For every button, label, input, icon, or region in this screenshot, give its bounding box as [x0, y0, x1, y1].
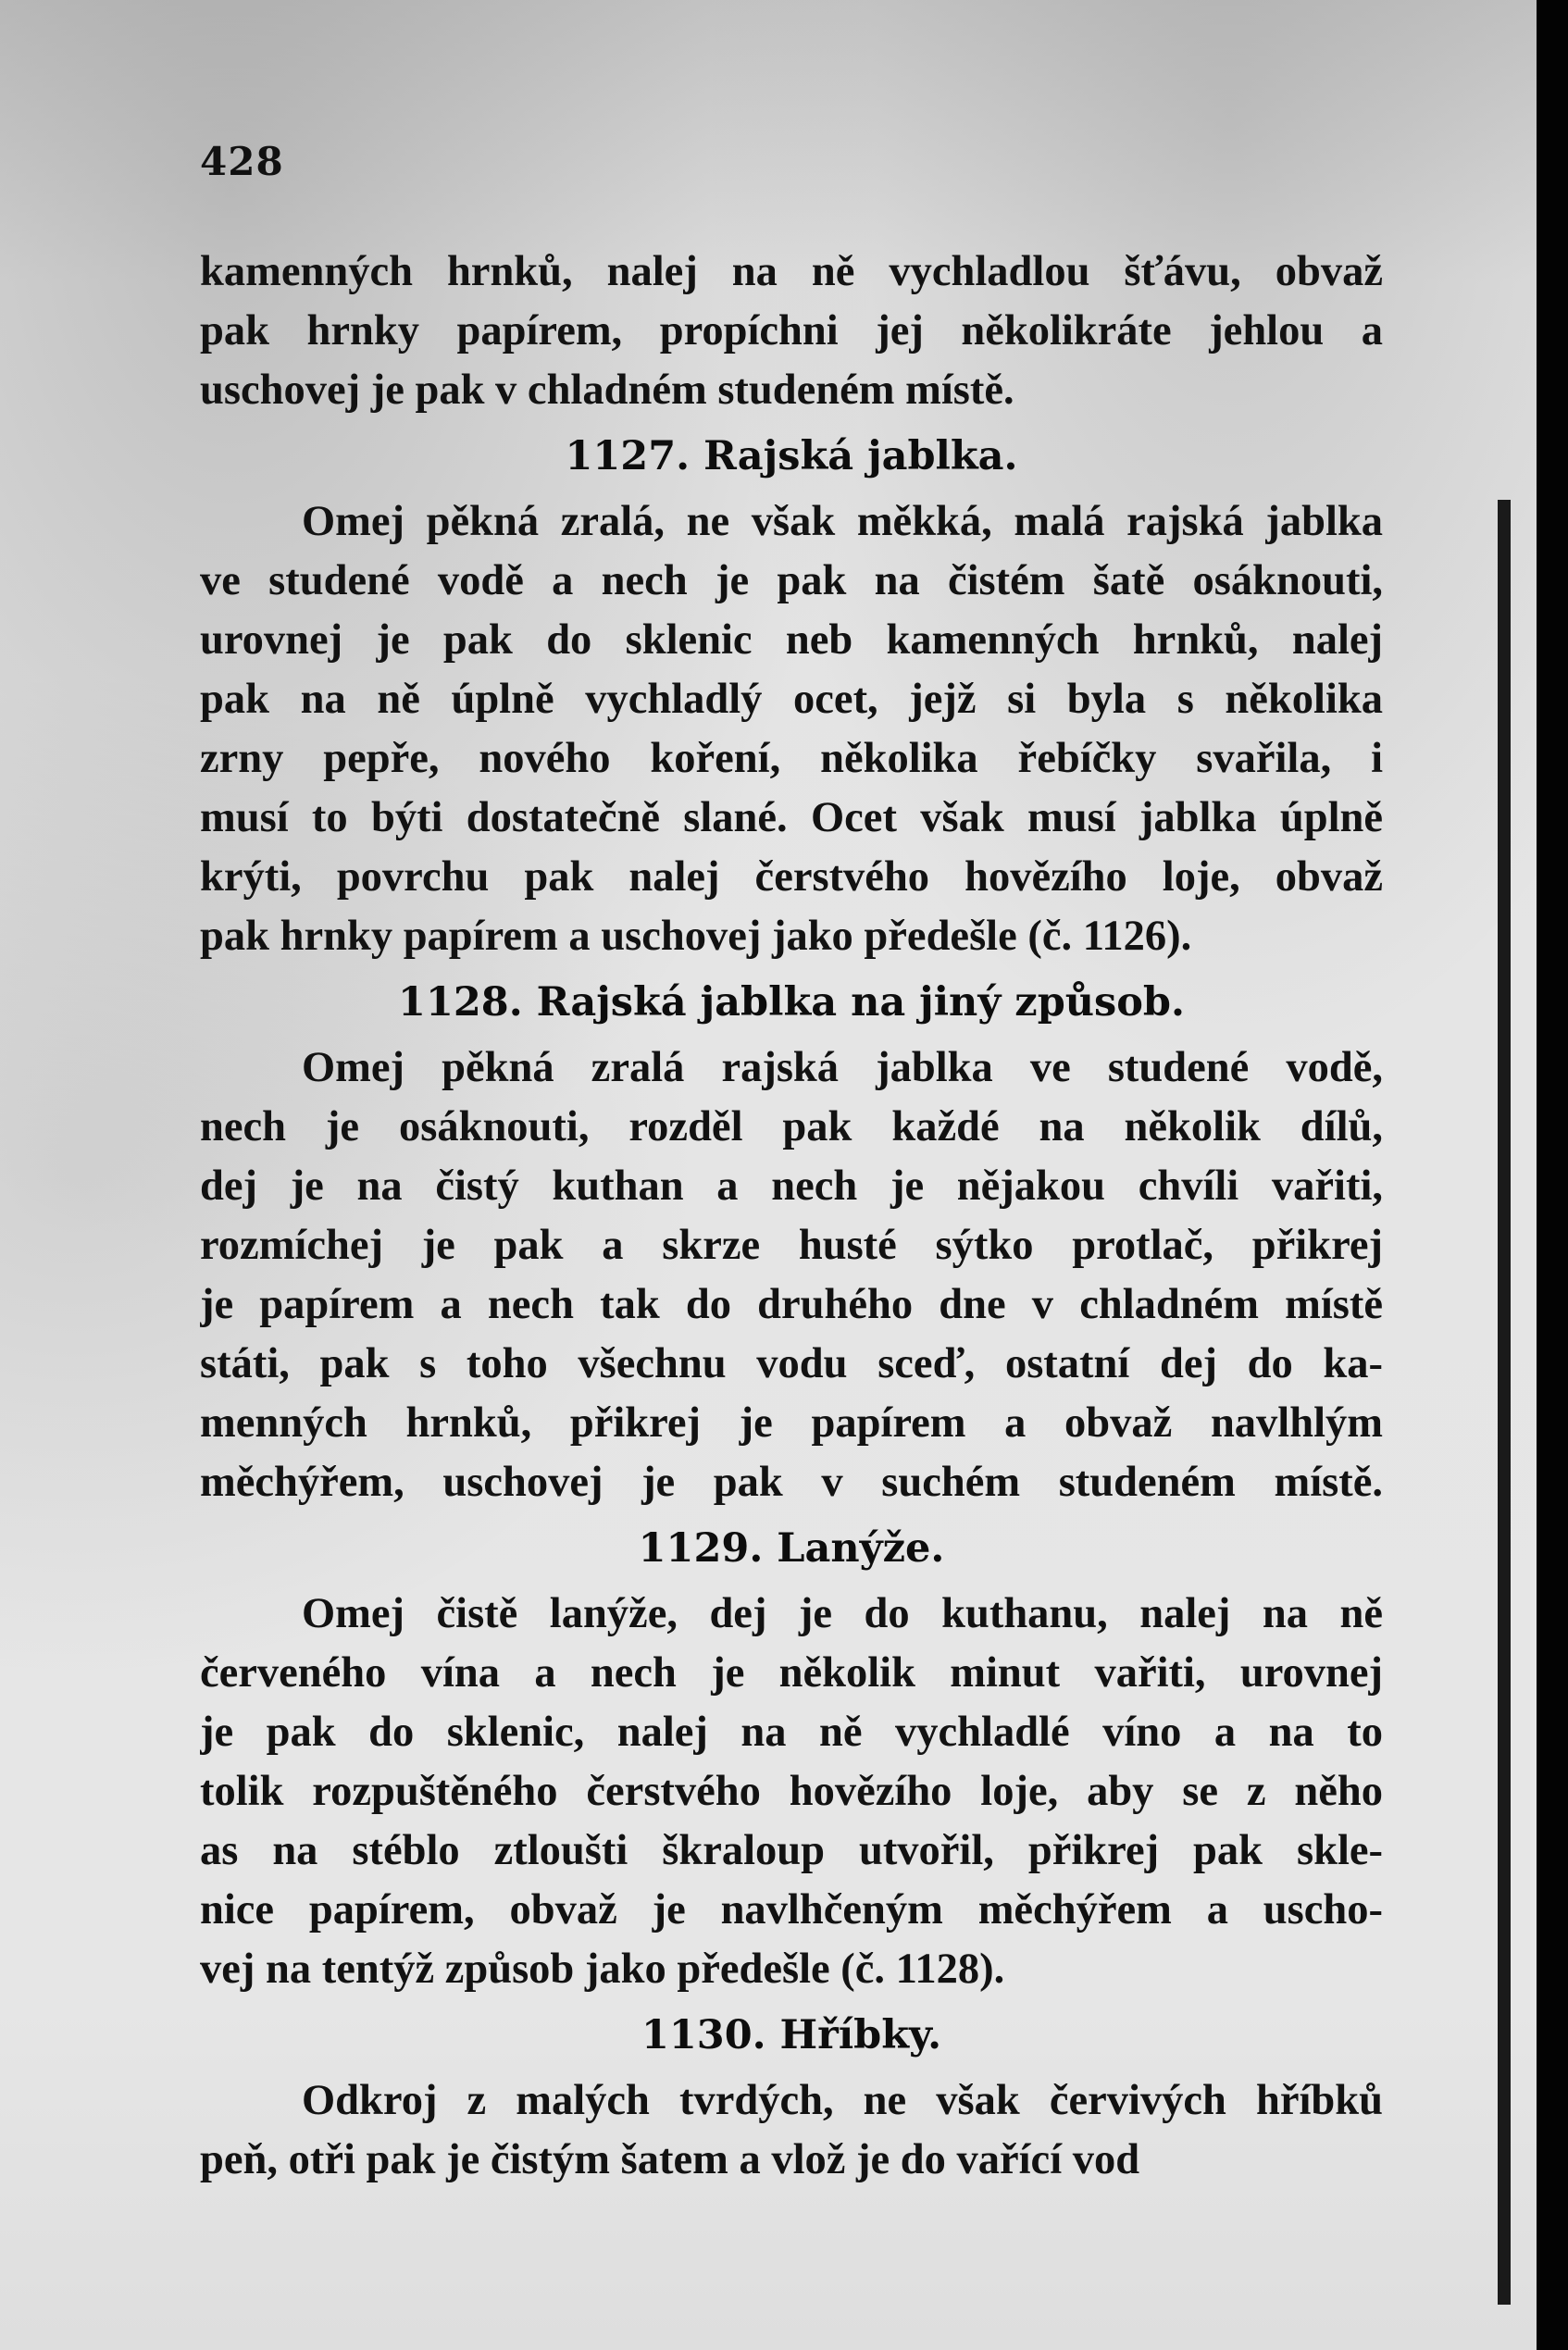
text-line: červeného vína a nech je několik minut vařiti, urovnej: [200, 1649, 1383, 1697]
text-line: vej na tentýž způsob jako předešle (č. 1128).: [200, 1946, 1005, 1993]
page-gutter-shadow: [1498, 500, 1511, 2305]
text-line: rozmíchej je pak a skrze husté sýtko protlač, přikrej: [200, 1222, 1383, 1269]
text-line: pak hrnky papírem, propíchni jej několikráte jehlou a: [200, 307, 1383, 354]
text-line: měchýřem, uschovej je pak v suchém studeném místě.: [200, 1459, 1383, 1506]
text-line: pak na ně úplně vychladlý ocet, jejž si byla s několika: [200, 676, 1383, 723]
text-line: tolik rozpuštěného čerstvého hovězího loje, aby se z něho: [200, 1768, 1383, 1815]
scan-border: [1537, 0, 1568, 2350]
page-number: 428: [200, 139, 284, 184]
text-line: Omej pěkná zralá rajská jablka ve studené vodě,: [302, 1044, 1383, 1091]
text-line: peň, otři pak je čistým šatem a vlož je do vařící vod: [200, 2136, 1140, 2183]
text-line: je pak do sklenic, nalej na ně vychladlé víno a na to: [200, 1709, 1383, 1756]
text-line: je papírem a nech tak do druhého dne v chladném místě: [200, 1281, 1383, 1328]
text-line: kamenných hrnků, nalej na ně vychladlou šťávu, obvaž: [200, 248, 1383, 295]
recipe-heading-1127: 1127. Rajská jablka.: [565, 433, 1018, 479]
text-line: státi, pak s toho všechnu vodu sceď, ostatní dej do ka-: [200, 1340, 1383, 1387]
text-line: dej je na čistý kuthan a nech je nějakou chvíli vařiti,: [200, 1163, 1383, 1210]
page-text: [200, 242, 1383, 2190]
text-line: krýti, povrchu pak nalej čerstvého hovězího loje, obvaž: [200, 853, 1383, 901]
text-line: zrny pepře, nového koření, několika řebíčky svařila, i: [200, 735, 1383, 782]
text-line: musí to býti dostatečně slané. Ocet však musí jablka úplně: [200, 794, 1383, 841]
text-line: pak hrnky papírem a uschovej jako předešle (č. 1126).: [200, 913, 1192, 960]
text-line: Omej čistě lanýže, dej je do kuthanu, nalej na ně: [302, 1590, 1383, 1637]
text-line: urovnej je pak do sklenic neb kamenných hrnků, nalej: [200, 616, 1383, 664]
recipe-heading-1128: 1128. Rajská jablka na jiný způsob.: [398, 979, 1185, 1026]
text-line: Omej pěkná zralá, ne však měkká, malá rajská jablka: [302, 498, 1383, 545]
text-line: menných hrnků, přikrej je papírem a obvaž navlhlým: [200, 1399, 1383, 1447]
text-line: nice papírem, obvaž je navlhčeným měchýřem a uscho-: [200, 1886, 1383, 1933]
recipe-heading-1130: 1130. Hříbky.: [641, 2012, 942, 2058]
text-line: Odkroj z malých tvrdých, ne však červivých hříbků: [302, 2077, 1383, 2124]
text-line: ve studené vodě a nech je pak na čistém šatě osáknouti,: [200, 557, 1383, 604]
text-line: as na stéblo ztloušti škraloup utvořil, přikrej pak skle-: [200, 1827, 1383, 1874]
text-line: nech je osáknouti, rozděl pak každé na několik dílů,: [200, 1103, 1383, 1150]
text-line: uschovej je pak v chladném studeném místě.: [200, 367, 1014, 414]
recipe-heading-1129: 1129. Lanýže.: [638, 1525, 945, 1572]
